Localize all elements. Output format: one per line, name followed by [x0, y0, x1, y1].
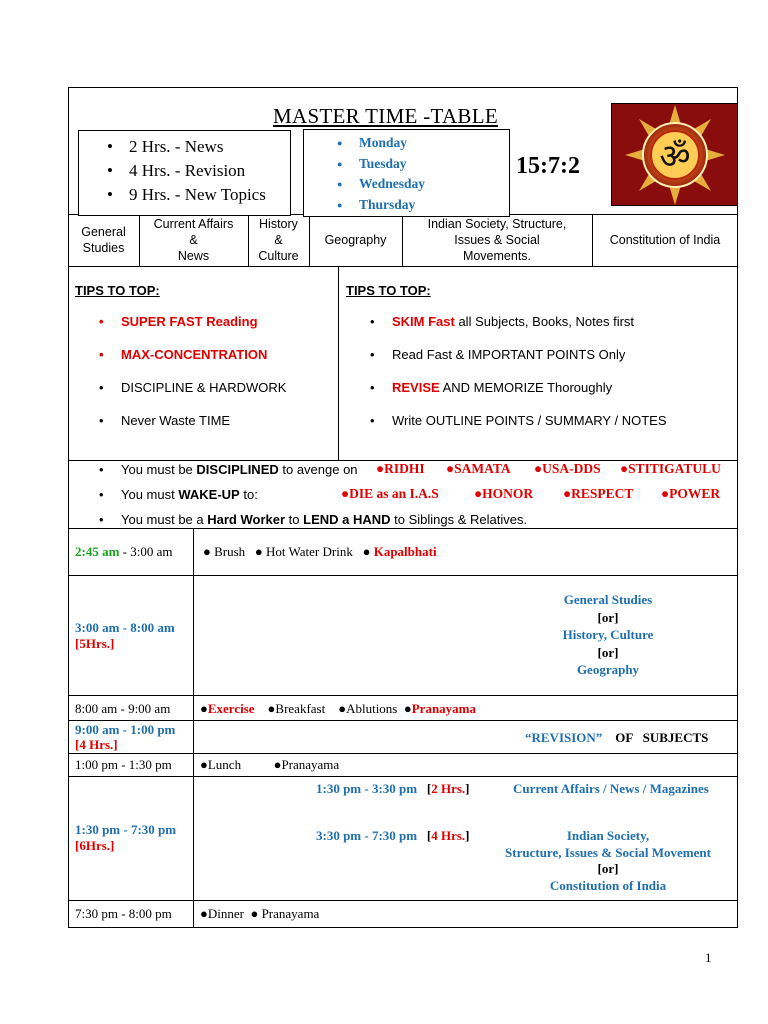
time-slot: 9:00 am - 1:00 pm [4 Hrs.]	[75, 722, 176, 752]
hours-list-box	[78, 130, 291, 216]
tips-right-heading: TIPS TO TOP:	[346, 283, 431, 298]
ratio-text: 15:7:2	[516, 153, 580, 179]
divider	[68, 720, 738, 721]
motivation-line-3: • You must be a Hard Worker to LEND a HAND to Siblings & Relatives.	[99, 512, 528, 527]
session-2-subjects: Indian Society, Structure, Issues & Social Movement [or] Constitution of India	[505, 828, 711, 893]
time-slot: 7:30 pm - 8:00 pm	[75, 906, 172, 921]
activities: ●Exercise ●Breakfast ●Ablutions ●Pranayama	[200, 701, 477, 716]
tip-item: • Write OUTLINE POINTS / SUMMARY / NOTES	[370, 413, 667, 428]
divider	[193, 528, 194, 928]
time-slot: 8:00 am - 9:00 am	[75, 701, 171, 716]
divider	[68, 753, 738, 754]
list-item: • 4 Hrs. - Revision	[129, 159, 290, 183]
tip-item: • REVISE AND MEMORIZE Thoroughly	[370, 380, 613, 395]
subject-history-culture: History & Culture	[258, 217, 299, 263]
page-title: MASTER TIME -TABLE	[273, 104, 498, 128]
tip-item: • SKIM Fast all Subjects, Books, Notes first	[370, 314, 635, 329]
target-ias: ●DIE as an I.A.S	[341, 486, 439, 501]
divider	[68, 266, 738, 267]
activities: ● Brush ● Hot Water Drink ● Kapalbhati	[203, 544, 437, 559]
target-samata: ●SAMATA	[446, 461, 511, 476]
activities: ●Dinner ● Pranayama	[200, 906, 320, 921]
list-item: ● Monday	[359, 133, 509, 154]
tips-left-heading: TIPS TO TOP:	[75, 283, 160, 298]
days-list-box	[303, 129, 510, 217]
svg-text:ॐ: ॐ	[659, 137, 691, 177]
list-item: ● Thursday	[359, 195, 509, 216]
subject-geography: Geography	[324, 233, 387, 247]
session-1-subject: Current Affairs / News / Magazines	[513, 781, 709, 796]
target-stitigatulu: ●STITIGATULU	[620, 461, 721, 476]
subject-general-studies: General Studies	[81, 225, 126, 255]
time-slot: 1:00 pm - 1:30 pm	[75, 757, 172, 772]
subject-constitution: Constitution of India	[609, 233, 721, 247]
list-item: ● Wednesday	[359, 174, 509, 195]
list-item: • 2 Hrs. - News	[129, 135, 290, 159]
divider	[68, 776, 738, 777]
divider	[68, 575, 738, 576]
target-respect: ●RESPECT	[563, 486, 634, 501]
motivation-line-2: • You must WAKE-UP to:	[99, 487, 258, 502]
study-subjects: General Studies [or] History, Culture [or] Geography	[562, 592, 654, 677]
time-slot: 2:45 am - 3:00 am	[75, 544, 173, 559]
divider	[68, 528, 738, 529]
target-honor: ●HONOR	[474, 486, 534, 501]
om-image	[611, 103, 738, 206]
tip-item: • Never Waste TIME	[99, 413, 231, 428]
om-symbol-icon	[612, 104, 738, 206]
tip-item: • Read Fast & IMPORTANT POINTS Only	[370, 347, 626, 362]
activities: ●Lunch ●Pranayama	[200, 757, 340, 772]
target-ridhi: ●RIDHI	[376, 461, 425, 476]
subject-indian-society: Indian Society, Structure, Issues & Social Movements.	[427, 217, 567, 263]
target-usa-dds: ●USA-DDS	[534, 461, 601, 476]
divider	[338, 266, 339, 460]
tip-item: • DISCIPLINE & HARDWORK	[99, 380, 287, 395]
time-slot: 3:00 am - 8:00 am [5Hrs.]	[75, 620, 175, 651]
session-1-time: 1:30 pm - 3:30 pm [2 Hrs.]	[316, 781, 470, 796]
tip-item: • SUPER FAST Reading	[99, 314, 258, 329]
session-2-time: 3:30 pm - 7:30 pm [4 Hrs.]	[316, 828, 470, 843]
time-slot: 1:30 pm - 7:30 pm [6Hrs.]	[75, 822, 177, 853]
tip-item: • MAX-CONCENTRATION	[99, 347, 268, 362]
list-item: ● Tuesday	[359, 154, 509, 175]
target-power: ●POWER	[661, 486, 721, 501]
page-number: 1	[705, 950, 712, 965]
divider	[68, 900, 738, 901]
motivation-line-1: • You must be DISCIPLINED to avenge on	[99, 462, 358, 477]
revision-label: “REVISION” OF SUBJECTS	[525, 730, 709, 745]
subject-current-affairs: Current Affairs & News	[153, 217, 234, 263]
divider	[68, 695, 738, 696]
list-item: • 9 Hrs. - New Topics	[129, 183, 290, 207]
